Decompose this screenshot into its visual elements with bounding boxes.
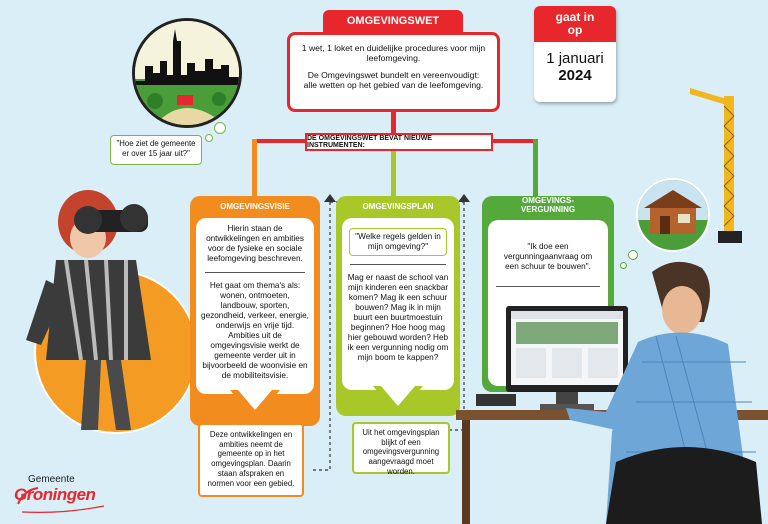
- city-question-bubble: [110, 135, 202, 165]
- intro-box: [287, 32, 500, 112]
- visie-body: [196, 218, 314, 394]
- instruments-label-box: [305, 133, 493, 151]
- crane-icon: [690, 86, 750, 246]
- vergunning-title: [521, 197, 575, 215]
- city-question: "Hoe ziet de gemeente er over 15 jaar uit?": [116, 139, 196, 158]
- logo-top: Gemeente: [28, 474, 75, 485]
- instruments-label: DE OMGEVINGSWET BEVAT NIEUWE INSTRUMENTEN:: [307, 135, 432, 149]
- vergunning-title-line-1: OMGEVINGS-: [521, 196, 574, 206]
- vergunning-header: [500, 193, 596, 219]
- plan-quote-box: [349, 228, 447, 256]
- visie-note: [198, 423, 304, 497]
- logo-bottom: Groningen: [14, 485, 96, 504]
- plan-divider: [350, 264, 446, 265]
- plan-body-text: Mag er naast de school van mijn kinderen een snackbar komen? Mag ik een schuur bouwen? Mag ik in mijn buurt een buurtmoestuin beginnen? Hoe hoog mag hier gebouwd worden? Heb ik een vergunning nodig om mijn boom te kappen?: [347, 273, 449, 362]
- city-skyline-icon: [135, 21, 239, 125]
- visie-paragraph-2: Het gaat om thema's als: wonen, ontmoeten, landbouw, sporten, gezondheid, verkeer, energie, onderwijs en vrije tijd. Ambities uit de omgevingsvisie werkt de gemeente verder uit in bijvoorbeeld de woonvisie en de mobiliteitsvisie.: [201, 281, 309, 380]
- visie-arrow-icon: [230, 390, 280, 422]
- connector-plan: [391, 151, 396, 199]
- intro-line-1: 1 wet, 1 loket en duidelijke procedures voor mijn leefomgeving.: [301, 43, 486, 64]
- connector-vergunning: [533, 139, 538, 199]
- intro-line-2: De Omgevingswet bundelt en vereenvoudigt: alle wetten op het gebied van de leefomgeving.: [303, 69, 484, 90]
- vergunning-quote: "Ik doe een vergunningaanvraag om een schuur te bouwen".: [503, 242, 593, 271]
- thought-bubble-small-2: [205, 134, 213, 142]
- connector-vertical: [391, 112, 396, 134]
- plan-body: [342, 218, 454, 390]
- gemeente-groningen-logo: [14, 474, 114, 514]
- visie-header: [210, 196, 300, 218]
- plan-title: OMGEVINGSPLAN: [362, 201, 434, 211]
- plan-quote: "Welke regels gelden in mijn omgeving?": [355, 232, 441, 251]
- connector-visie: [252, 139, 257, 199]
- calendar-year: 2024: [558, 67, 592, 84]
- visie-title: OMGEVINGSVISIE: [220, 201, 290, 211]
- thought-bubble-small-1: [214, 122, 226, 134]
- title-banner: [323, 10, 463, 32]
- plan-note-text: Uit het omgevingsplan blijkt of een omgevingsvergunning aangevraagd moet worden.: [362, 428, 440, 476]
- calendar-header: [534, 6, 616, 42]
- visie-paragraph-1: Hierin staan de ontwikkelingen en ambities voor de fysieke en sociale leefomgeving beschreven.: [206, 224, 304, 263]
- logo-swoosh-icon: [14, 484, 114, 514]
- vergunning-title-line-2: VERGUNNING: [520, 205, 576, 214]
- calendar-date: 1 januari: [546, 50, 604, 67]
- visie-note-text: Deze ontwikkelingen en ambities neemt de gemeente op in het omgevingsplan. Daarin staan afspraken en normen voor een gebied.: [207, 430, 295, 488]
- connector-left: [255, 139, 305, 143]
- visie-divider: [205, 272, 305, 273]
- plan-arrow-icon: [373, 386, 423, 418]
- title-text: OMGEVINGSWET: [346, 15, 440, 27]
- binocular-person-icon: [26, 180, 176, 440]
- connector-right: [493, 139, 533, 143]
- plan-note: [352, 422, 450, 474]
- city-illustration: [132, 18, 242, 128]
- man-at-computer-icon: [456, 252, 768, 524]
- plan-header: [350, 196, 446, 218]
- calendar: [534, 6, 616, 102]
- calendar-top: gaat in op: [555, 10, 595, 37]
